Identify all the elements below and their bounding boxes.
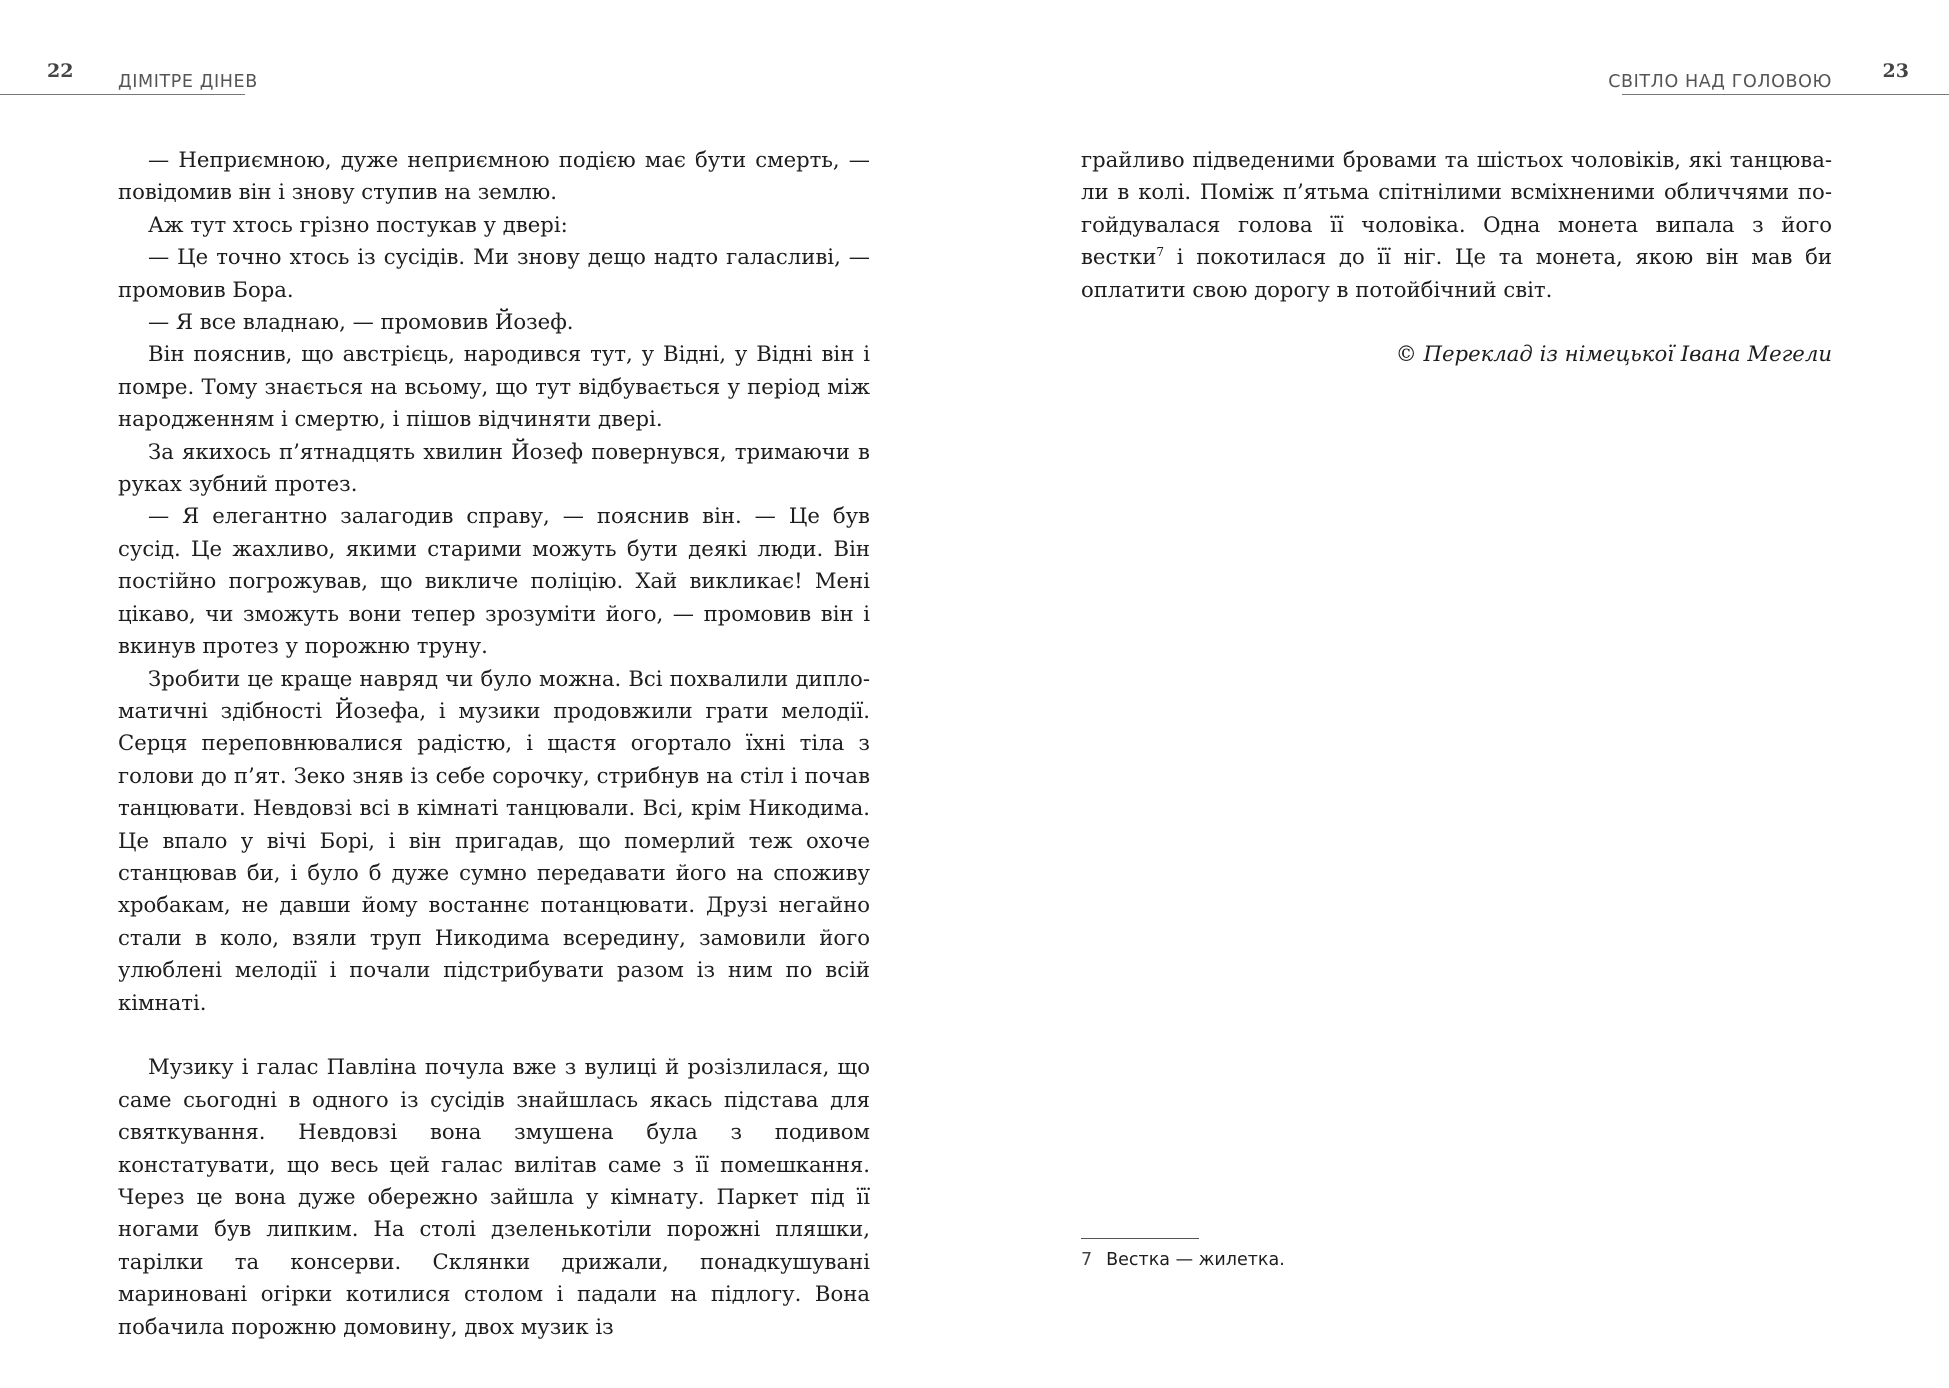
header-rule-right: [1622, 94, 1949, 95]
paragraph-continued: [1081, 144, 1832, 306]
footnote-number: 7: [1081, 1250, 1093, 1270]
footnote: [1081, 1250, 1285, 1270]
footnote-rule: [1081, 1238, 1199, 1239]
paragraph: За якихось п’ятнадцять хвилин Йозеф повернувся, тримаючи в руках зубний протез.: [118, 438, 870, 497]
footnote-reference: 7: [1156, 245, 1165, 260]
paragraph: — Я все владнаю, — промовив Йозеф.: [148, 309, 574, 335]
left-page-text: [118, 144, 870, 1343]
paragraph: Музику і галас Павліна почула вже з вулиці й розізлилася, що саме сьогодні в одного із сусідів знайшлась якась підстава для святкування. Невдовзі вона змушена була з подивом констатувати, що весь цей галас вилітав саме з її помешкання. Через це вона дуже обережно зайшла у кімнату. Паркет під її ногами був липким. На столі дзеленькотіли порожні пляшки, тарілки та консерви. Склянки дрижали, понадкушувані мариновані огірки котилися столом і падали на підлогу. Вона побачила порожню домовину, двох музик із: [118, 1054, 870, 1339]
paragraph-text-part-2: і покотилася до її ніг. Це та монета, якою він мав би оплатити свою дорогу в потойбічний світ.: [1081, 244, 1832, 302]
running-head-title: СВІТЛО НАД ГОЛОВОЮ: [1608, 72, 1832, 92]
paragraph: Аж тут хтось грізно постукав у двері:: [148, 211, 568, 237]
paragraph: — Я елегантно залагодив справу, — пояснив він. — Це був сусід. Це жахливо, якими старими можуть бути деякі люди. Він постійно погрожував, що викличе поліцію. Хай викликає! Мені цікаво, чи зможуть вони тепер зрозуміти його, — промовив він і вкинув протез у порожню труну.: [118, 503, 870, 659]
header-rule-left: [0, 94, 245, 95]
translation-credit: © Переклад із німецької Івана Мегели: [1395, 341, 1832, 367]
right-page-text: [1081, 144, 1832, 371]
footnote-text: Вестка — жилетка.: [1106, 1250, 1285, 1270]
running-head-author: ДІМІТРЕ ДІНЕВ: [118, 72, 258, 92]
paragraph: Він пояснив, що австрієць, народився тут, у Відні, у Відні він і помре. Тому знається на всьому, що тут відбувається у період між народженням і смертю, і пішов відчиняти двері.: [118, 341, 870, 432]
paragraph: — Неприємною, дуже неприємною подією має бути смерть, — повідомив він і знову ступив на землю.: [118, 147, 870, 205]
paragraph: Зробити це краще навряд чи було можна. Всі похвалили дипломатичні здібності Йозефа, і музики продовжили грати мелодії. Серця переповнювалися радістю, і щастя огортало їхні тіла з голови до п’ят. Зеко зняв із себе сорочку, стрибнув на стіл і почав танцювати. Невдовзі всі в кімнаті танцювали. Всі, крім Никодима. Це впало у вічі Борі, і він пригадав, що померлий теж охоче станцював би, і було б дуже сумно передавати його на споживу хробакам, не давши йому востаннє потанцювати. Друзі негайно стали в коло, взяли труп Никодима всередину, замовили його улюблені мелодії і почали підстрибувати разом із ним по всій кімнаті.: [118, 665, 870, 1015]
paragraph-text-part-1: грайливо підведеними бровами та шістьох чоловіків, які танцювали в колі. Поміж п’ятьма спітнілими всміхненими обличчями погойдувалася голова її чоловіка. Одна монета випала з його вестки: [1081, 147, 1832, 270]
paragraph: — Це точно хтось із сусідів. Ми знову дещо надто галасливі, — промовив Бора.: [118, 244, 870, 302]
page-number-right: 23: [1882, 60, 1909, 82]
page-number-left: 22: [47, 60, 74, 82]
